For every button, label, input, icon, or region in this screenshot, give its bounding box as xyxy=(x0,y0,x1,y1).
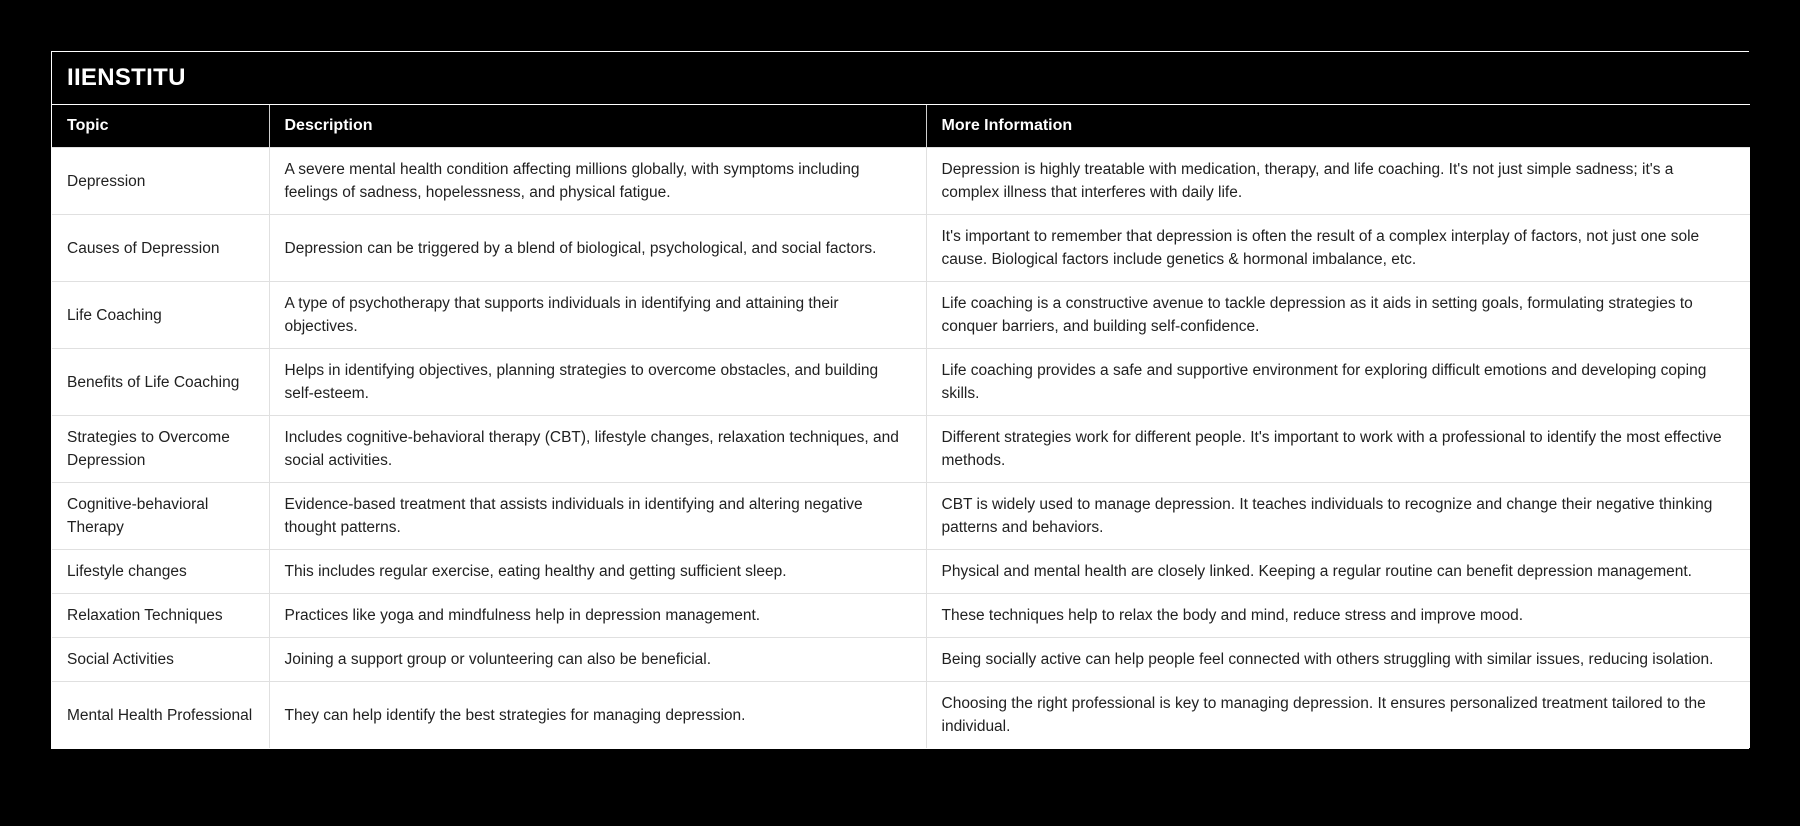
topic-cell: Life Coaching xyxy=(52,282,269,349)
topic-cell: Benefits of Life Coaching xyxy=(52,349,269,416)
table-title: IIENSTITU xyxy=(52,52,1750,105)
more-information-cell: Different strategies work for different people. It's important to work with a professional to identify the most effective methods. xyxy=(926,416,1750,483)
table-row xyxy=(52,349,1750,416)
description-cell: This includes regular exercise, eating healthy and getting sufficient sleep. xyxy=(269,550,926,594)
more-information-cell: Physical and mental health are closely linked. Keeping a regular routine can benefit depression management. xyxy=(926,550,1750,594)
table-row xyxy=(52,638,1750,682)
topic-cell: Social Activities xyxy=(52,638,269,682)
table-row xyxy=(52,682,1750,749)
table-row xyxy=(52,282,1750,349)
description-cell: A severe mental health condition affecting millions globally, with symptoms including feelings of sadness, hopelessness, and physical fatigue. xyxy=(269,148,926,215)
topic-cell: Cognitive-behavioral Therapy xyxy=(52,483,269,550)
more-information-cell: Life coaching provides a safe and supportive environment for exploring difficult emotions and developing coping skills. xyxy=(926,349,1750,416)
description-cell: Includes cognitive-behavioral therapy (CBT), lifestyle changes, relaxation techniques, and social activities. xyxy=(269,416,926,483)
description-cell: Joining a support group or volunteering can also be beneficial. xyxy=(269,638,926,682)
more-information-cell: Being socially active can help people feel connected with others struggling with similar issues, reducing isolation. xyxy=(926,638,1750,682)
column-header-more-information: More Information xyxy=(926,105,1750,148)
description-cell: Evidence-based treatment that assists individuals in identifying and altering negative thought patterns. xyxy=(269,483,926,550)
more-information-cell: Life coaching is a constructive avenue to tackle depression as it aids in setting goals, formulating strategies to conquer barriers, and building self-confidence. xyxy=(926,282,1750,349)
table-row xyxy=(52,550,1750,594)
description-cell: They can help identify the best strategies for managing depression. xyxy=(269,682,926,749)
table-row xyxy=(52,416,1750,483)
description-cell: Helps in identifying objectives, planning strategies to overcome obstacles, and building self-esteem. xyxy=(269,349,926,416)
description-cell: A type of psychotherapy that supports individuals in identifying and attaining their objectives. xyxy=(269,282,926,349)
table-frame xyxy=(51,51,1749,749)
more-information-cell: CBT is widely used to manage depression. It teaches individuals to recognize and change their negative thinking patterns and behaviors. xyxy=(926,483,1750,550)
more-information-cell: It's important to remember that depression is often the result of a complex interplay of factors, not just one sole cause. Biological factors include genetics & hormonal imbalance, etc. xyxy=(926,215,1750,282)
topic-cell: Mental Health Professional xyxy=(52,682,269,749)
title-row xyxy=(52,52,1750,105)
column-header-topic: Topic xyxy=(52,105,269,148)
topic-cell: Strategies to Overcome Depression xyxy=(52,416,269,483)
table-row xyxy=(52,594,1750,638)
description-cell: Practices like yoga and mindfulness help in depression management. xyxy=(269,594,926,638)
topic-cell: Relaxation Techniques xyxy=(52,594,269,638)
more-information-cell: Depression is highly treatable with medication, therapy, and life coaching. It's not just simple sadness; it's a complex illness that interferes with daily life. xyxy=(926,148,1750,215)
more-information-cell: These techniques help to relax the body and mind, reduce stress and improve mood. xyxy=(926,594,1750,638)
table-row xyxy=(52,483,1750,550)
more-information-cell: Choosing the right professional is key to managing depression. It ensures personalized treatment tailored to the individual. xyxy=(926,682,1750,749)
info-table xyxy=(52,52,1750,748)
table-row xyxy=(52,148,1750,215)
description-cell: Depression can be triggered by a blend of biological, psychological, and social factors. xyxy=(269,215,926,282)
topic-cell: Depression xyxy=(52,148,269,215)
topic-cell: Causes of Depression xyxy=(52,215,269,282)
column-header-row xyxy=(52,105,1750,148)
topic-cell: Lifestyle changes xyxy=(52,550,269,594)
table-row xyxy=(52,215,1750,282)
column-header-description: Description xyxy=(269,105,926,148)
table-body xyxy=(52,148,1750,749)
